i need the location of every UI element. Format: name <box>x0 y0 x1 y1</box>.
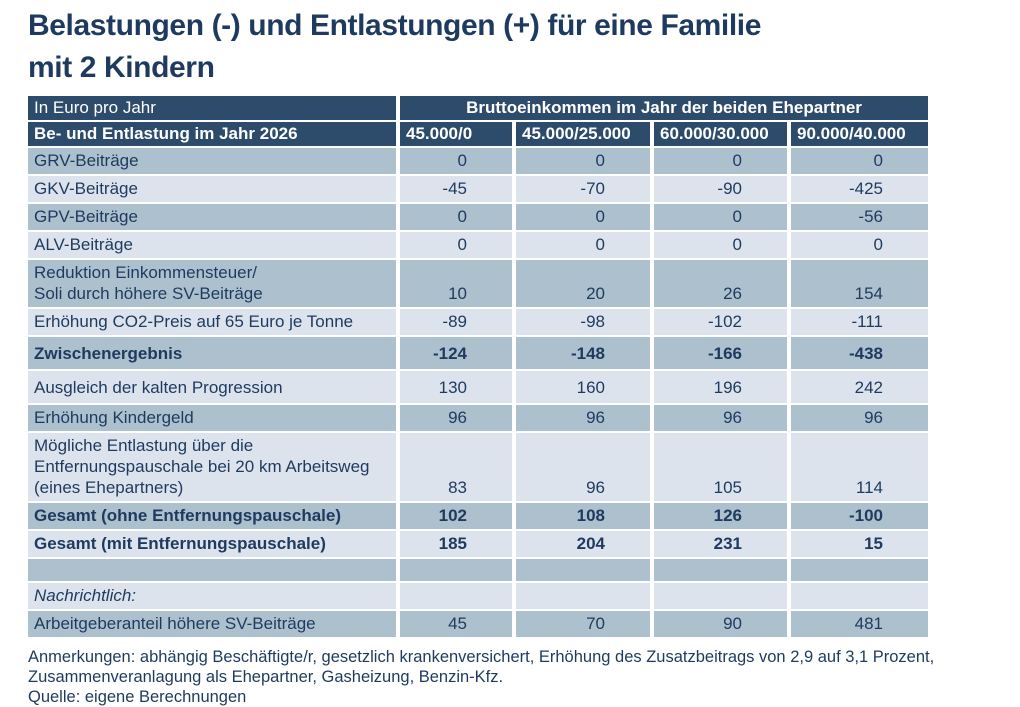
row-label: Nachrichtlich: <box>28 583 400 611</box>
group-header: Bruttoeinkommen im Jahr der beiden Ehepartner <box>400 96 928 122</box>
table-row <box>28 433 928 503</box>
cell-value <box>516 583 654 611</box>
cell-value: 0 <box>791 232 928 260</box>
row-label: Gesamt (mit Entfernungspauschale) <box>28 531 400 559</box>
cell-value: -98 <box>516 309 654 337</box>
cell-value: 0 <box>791 148 928 176</box>
table-row <box>28 583 928 611</box>
column-header-4: 90.000/40.000 <box>791 122 928 148</box>
cell-value: -56 <box>791 204 928 232</box>
cell-value: 83 <box>400 433 516 503</box>
cell-value: -90 <box>654 176 791 204</box>
cell-value: 45 <box>400 611 516 639</box>
table-row <box>28 503 928 531</box>
cell-value: 204 <box>516 531 654 559</box>
cell-value: 154 <box>791 260 928 309</box>
table-row <box>28 204 928 232</box>
cell-value: 105 <box>654 433 791 503</box>
column-header-3: 60.000/30.000 <box>654 122 791 148</box>
row-label: Reduktion Einkommensteuer/ Soli durch höhere SV-Beiträge <box>28 260 400 309</box>
row-label: Erhöhung Kindergeld <box>28 405 400 433</box>
cell-value: 114 <box>791 433 928 503</box>
cell-value: -102 <box>654 309 791 337</box>
cell-value: -70 <box>516 176 654 204</box>
cell-value: 231 <box>654 531 791 559</box>
table-row <box>28 176 928 204</box>
cell-value: 0 <box>400 204 516 232</box>
cell-value: -425 <box>791 176 928 204</box>
cell-value: -111 <box>791 309 928 337</box>
row-label: ALV-Beiträge <box>28 232 400 260</box>
page-title-line2: mit 2 Kindern <box>28 51 215 84</box>
row-label: Gesamt (ohne Entfernungspauschale) <box>28 503 400 531</box>
cell-value: 96 <box>791 405 928 433</box>
cell-value: 96 <box>654 405 791 433</box>
row-label <box>28 559 400 583</box>
row-label: Arbeitgeberanteil höhere SV-Beiträge <box>28 611 400 639</box>
row-label: Mögliche Entlastung über die Entfernungspauschale bei 20 km Arbeitsweg (eines Ehepartners) <box>28 433 400 503</box>
notes-text: Anmerkungen: abhängig Beschäftigte/r, gesetzlich krankenversichert, Erhöhung des Zusatzbeitrags von 2,9 auf 3,1 Prozent, Zusammenveranlagung als Ehepartner, Gasheizung, Benzin-Kfz. <box>28 648 935 686</box>
table-row <box>28 232 928 260</box>
data-table <box>28 96 928 639</box>
row-label: Zwischenergebnis <box>28 337 400 371</box>
unit-label: In Euro pro Jahr <box>28 96 400 122</box>
table-header <box>28 96 928 148</box>
cell-value: 96 <box>516 405 654 433</box>
cell-value: 0 <box>654 148 791 176</box>
header-row-columns <box>28 122 928 148</box>
row-label: GKV-Beiträge <box>28 176 400 204</box>
cell-value: 130 <box>400 371 516 405</box>
cell-value: 0 <box>516 204 654 232</box>
table-row <box>28 611 928 639</box>
cell-value: -89 <box>400 309 516 337</box>
column-header-2: 45.000/25.000 <box>516 122 654 148</box>
header-row-unit <box>28 96 928 122</box>
cell-value: 15 <box>791 531 928 559</box>
cell-value: -124 <box>400 337 516 371</box>
cell-value: 242 <box>791 371 928 405</box>
table-row <box>28 337 928 371</box>
cell-value: 20 <box>516 260 654 309</box>
table-row <box>28 559 928 583</box>
row-header: Be- und Entlastung im Jahr 2026 <box>28 122 400 148</box>
cell-value: 70 <box>516 611 654 639</box>
column-header-1: 45.000/0 <box>400 122 516 148</box>
cell-value: 96 <box>516 433 654 503</box>
cell-value <box>516 559 654 583</box>
cell-value: 108 <box>516 503 654 531</box>
page-title-line1: Belastungen (-) und Entlastungen (+) für eine Familie <box>28 9 762 42</box>
cell-value: 160 <box>516 371 654 405</box>
cell-value: 481 <box>791 611 928 639</box>
cell-value: -148 <box>516 337 654 371</box>
cell-value: 126 <box>654 503 791 531</box>
cell-value: -166 <box>654 337 791 371</box>
cell-value: 0 <box>400 148 516 176</box>
table-row <box>28 309 928 337</box>
cell-value: 0 <box>516 148 654 176</box>
cell-value: 96 <box>400 405 516 433</box>
row-label: Erhöhung CO2-Preis auf 65 Euro je Tonne <box>28 309 400 337</box>
table-row <box>28 260 928 309</box>
table-row <box>28 148 928 176</box>
cell-value: 0 <box>654 232 791 260</box>
cell-value <box>654 583 791 611</box>
cell-value: 0 <box>654 204 791 232</box>
cell-value: 0 <box>516 232 654 260</box>
cell-value: 0 <box>400 232 516 260</box>
row-label: GPV-Beiträge <box>28 204 400 232</box>
cell-value <box>791 583 928 611</box>
cell-value: 185 <box>400 531 516 559</box>
page-title <box>28 5 1020 89</box>
table-row <box>28 405 928 433</box>
table-row <box>28 531 928 559</box>
cell-value <box>654 559 791 583</box>
cell-value: 26 <box>654 260 791 309</box>
cell-value <box>400 583 516 611</box>
cell-value: 102 <box>400 503 516 531</box>
cell-value <box>400 559 516 583</box>
cell-value: 90 <box>654 611 791 639</box>
source-text: Quelle: eigene Berechnungen <box>28 688 247 706</box>
cell-value: -438 <box>791 337 928 371</box>
cell-value: 196 <box>654 371 791 405</box>
cell-value: -100 <box>791 503 928 531</box>
table-row <box>28 371 928 405</box>
cell-value: 10 <box>400 260 516 309</box>
row-label: Ausgleich der kalten Progression <box>28 371 400 405</box>
cell-value: -45 <box>400 176 516 204</box>
cell-value <box>791 559 928 583</box>
table-body <box>28 148 928 639</box>
row-label: GRV-Beiträge <box>28 148 400 176</box>
